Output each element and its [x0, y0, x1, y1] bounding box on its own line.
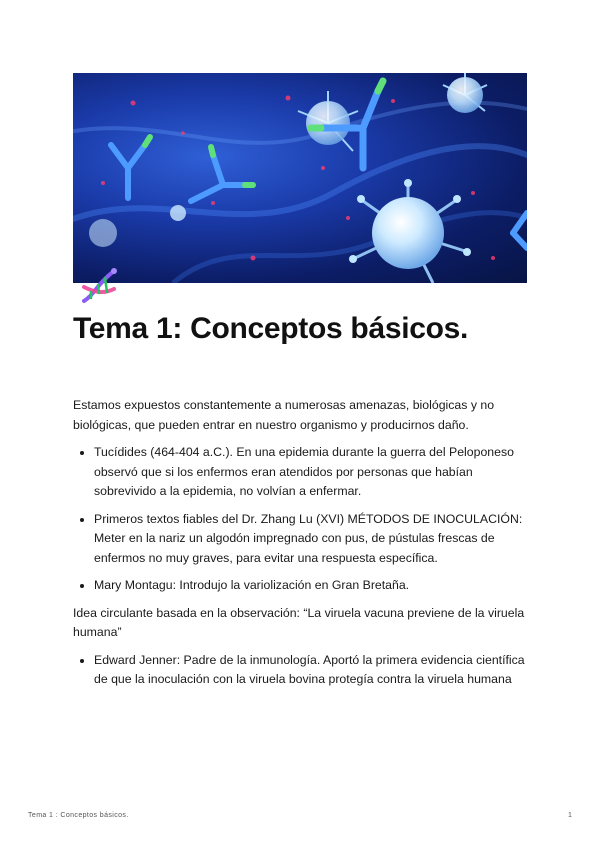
footer-title: Tema 1 : Conceptos básicos.: [28, 812, 129, 819]
list-item: • Tucídides (464-404 a.C.). En una epidemia durante la guerra del Peloponeso observó que si los enfermos eran atendidos por personas que habían sobrevivido a la epidemia, no volvían a enfermar.: [94, 443, 533, 502]
dna-icon: [78, 265, 120, 305]
jenner-list: [73, 651, 533, 690]
list-item: • Mary Montagu: Introdujo la variolización en Gran Bretaña.: [94, 576, 533, 596]
intro-paragraph: Estamos expuestos constantemente a numerosas amenazas, biológicas y no biológicas, que pueden entrar en nuestro organismo y producirnos daño.: [73, 398, 495, 432]
page-number: 1: [568, 812, 572, 819]
page-title: Tema 1: Conceptos básicos.: [73, 312, 469, 345]
list-item: • Primeros textos fiables del Dr. Zhang Lu (XVI) MÉTODOS DE INOCULACIÓN: Meter en la nariz un algodón impregnado con pus, de pústulas frescas de enfermos no muy graves, para evitar una respuesta específica.: [94, 510, 533, 569]
idea-paragraph: Idea circulante basada en la observación: “La viruela vacuna previene de la viruela humana”: [73, 605, 525, 639]
document-body: [73, 396, 533, 698]
list-item: • Edward Jenner: Padre de la inmunología. Aportó la primera evidencia científica de que la inoculación con la viruela bovina protegía contra la viruela humana: [94, 651, 533, 690]
cover-image: [73, 73, 527, 283]
history-list: [73, 443, 533, 596]
